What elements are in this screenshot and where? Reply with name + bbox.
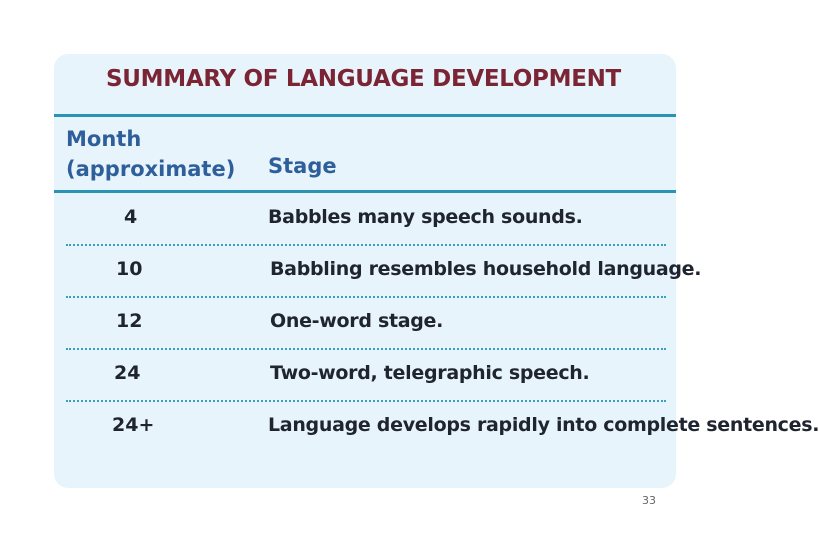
stage-cell: Language develops rapidly into complete sentences. xyxy=(268,414,819,436)
top-rule xyxy=(54,114,676,117)
stage-cell: Babbles many speech sounds. xyxy=(268,206,583,228)
row-divider xyxy=(66,244,666,246)
table-row xyxy=(54,404,819,454)
table-row xyxy=(54,352,676,402)
month-column-header xyxy=(66,124,235,184)
month-header-line2: (approximate) xyxy=(66,157,236,181)
month-cell: 24+ xyxy=(112,414,155,436)
table-title: SUMMARY OF LANGUAGE DEVELOPMENT xyxy=(106,66,621,92)
stage-cell: Babbling resembles household language. xyxy=(270,258,702,280)
page-number: 33 xyxy=(642,494,656,507)
month-header-line1: Month xyxy=(66,127,142,151)
row-divider xyxy=(66,400,666,402)
row-divider xyxy=(66,296,666,298)
table-row xyxy=(54,248,702,298)
stage-column-header: Stage xyxy=(268,154,337,178)
stage-cell: Two-word, telegraphic speech. xyxy=(270,362,590,384)
month-cell: 24 xyxy=(114,362,141,384)
stage-cell: One-word stage. xyxy=(270,310,444,332)
month-cell: 4 xyxy=(124,206,138,228)
table-row xyxy=(54,300,676,350)
header-rule xyxy=(54,190,676,193)
row-divider xyxy=(66,348,666,350)
summary-table-card xyxy=(54,54,819,488)
month-cell: 10 xyxy=(116,258,143,280)
month-cell: 12 xyxy=(116,310,143,332)
table-row xyxy=(54,196,676,246)
